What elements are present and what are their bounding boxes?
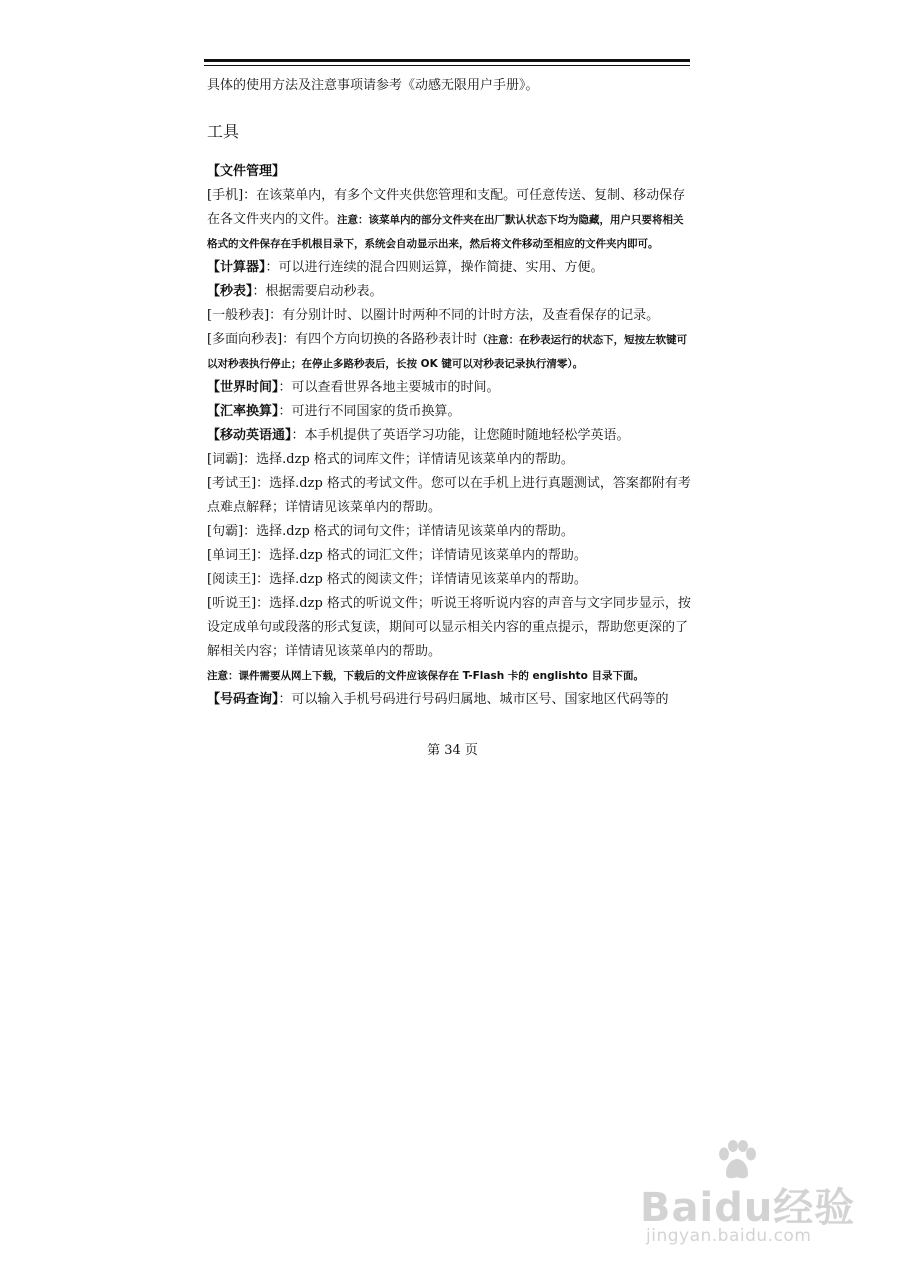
english-item-yueduwang: [阅读王]：选择.dzp 格式的阅读文件；详情请见该菜单内的帮助。 — [207, 572, 587, 587]
stopwatch-label: 【秒表】 — [207, 284, 253, 299]
stopwatch-multi-note: （注意：在秒表运行的状态下，短按左软键可以对秒表执行停止；在停止多路秒表后，长按 OK 键可以对秒表记录执行清零）。 — [207, 334, 688, 370]
baidu-jingyan-watermark — [640, 1140, 856, 1250]
section-title: 工具 — [207, 122, 240, 141]
calculator-paragraph — [207, 256, 691, 280]
calculator-label: 【计算器】 — [207, 260, 266, 275]
page-content — [207, 74, 691, 712]
stopwatch-paragraph — [207, 280, 691, 304]
number-query-paragraph — [207, 688, 691, 712]
calculator-text: ：可以进行连续的混合四则运算，操作简捷、实用、方便。 — [265, 260, 604, 275]
number-query-label: 【号码查询】 — [207, 692, 279, 707]
stopwatch-text: ：根据需要启动秒表。 — [252, 284, 383, 299]
english-item-danciwang: [单词王]：选择.dzp 格式的词汇文件；详情请见该菜单内的帮助。 — [207, 548, 587, 563]
paw-logo-icon — [714, 1140, 758, 1180]
english-paragraph — [207, 424, 691, 448]
exchange-label: 【汇率换算】 — [207, 404, 279, 419]
phone-label: [手机] — [207, 188, 244, 203]
stopwatch-normal: [一般秒表]：有分别计时、以圈计时两种不同的计时方法，及查看保存的记录。 — [207, 308, 660, 323]
phone-note: 注意：该菜单内的部分文件夹在出厂默认状态下均为隐藏，用户只要将相关格式的文件保存在手机根目录下，系统会自动显示出来，然后将文件移动至相应的文件夹内即可。 — [207, 214, 684, 250]
stopwatch-multi: [多面向秒表]：有四个方向切换的各路秒表计时 — [207, 332, 478, 347]
file-mgmt-heading: 【文件管理】 — [207, 164, 286, 179]
page-number: 第 34 页 — [427, 743, 478, 758]
header-rule-thick — [204, 59, 690, 62]
phone-paragraph — [207, 184, 691, 256]
intro-text: 具体的使用方法及注意事项请参考《动感无限用户手册》。 — [207, 78, 539, 93]
stopwatch-multi-paragraph — [207, 328, 691, 376]
english-label: 【移动英语通】 — [207, 428, 292, 443]
english-item-ciba: [词霸]：选择.dzp 格式的词库文件；详情请见该菜单内的帮助。 — [207, 452, 574, 467]
world-time-text: ：可以查看世界各地主要城市的时间。 — [278, 380, 500, 395]
english-item-kaoshiwang: [考试王]：选择.dzp 格式的考试文件。您可以在手机上进行真题测试，答案都附有考点难点解释；详情请见该菜单内的帮助。 — [207, 476, 691, 515]
exchange-paragraph — [207, 400, 691, 424]
english-text: ：本手机提供了英语学习功能，让您随时随地轻松学英语。 — [291, 428, 630, 443]
english-item-tingshuowang: [听说王]：选择.dzp 格式的听说文件；听说王将听说内容的声音与文字同步显示，按设定成单句或段落的形式复读，期间可以显示相关内容的重点提示，帮助您更深的了解相关内容；详情请见该菜单内的帮助。 — [207, 596, 691, 659]
header-rule-thin — [204, 65, 690, 66]
watermark-url: jingyan.baidu.com — [646, 1226, 812, 1246]
number-query-text: ：可以输入手机号码进行号码归属地、城市区号、国家地区代码等的 — [278, 692, 669, 707]
world-time-paragraph — [207, 376, 691, 400]
phone-text: ：在该菜单内，有多个文件夹供您管理和支配。可任意传送、复制、移动保存在各文件夹内的文件。 — [207, 188, 686, 227]
world-time-label: 【世界时间】 — [207, 380, 279, 395]
english-item-juba: [句霸]：选择.dzp 格式的词句文件；详情请见该菜单内的帮助。 — [207, 524, 574, 539]
english-note: 注意：课件需要从网上下载，下载后的文件应该保存在 T-Flash 卡的 englishto 目录下面。 — [207, 670, 644, 682]
watermark-brand: Baidu经验 — [640, 1185, 856, 1231]
exchange-text: ：可进行不同国家的货币换算。 — [278, 404, 461, 419]
